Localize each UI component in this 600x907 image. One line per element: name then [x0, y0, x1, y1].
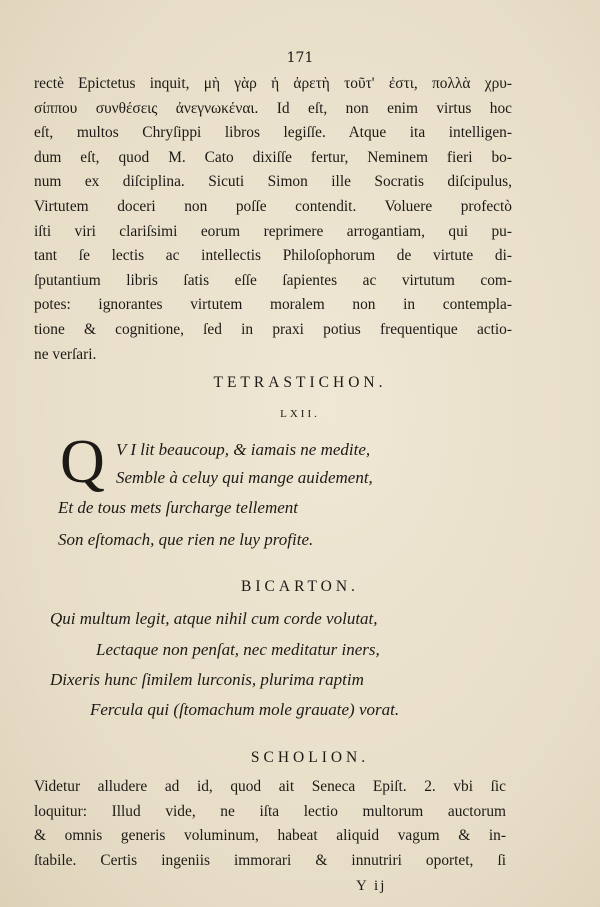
latin-verse-line: Dixeris hunc ſimilem lurconis, plurima raptim [50, 670, 364, 689]
text-line: loquitur: Illud vide, ne iſta lectio multorum auctorum [34, 802, 506, 820]
text-line: tant ſe lectis ac intellectis Philoſophorum de virtute di- [34, 247, 512, 265]
french-verse-line: V I lit beaucoup, & iamais ne medite, [116, 440, 371, 459]
latin-verse-line: Fercula qui (ſtomachum mole grauate) vorat. [90, 700, 400, 719]
heading-scholion: SCHOLION. [250, 749, 370, 766]
signature-mark: Y ij [356, 878, 387, 894]
text-line: dum eſt, quod M. Cato dixiſſe fertur, Neminem fieri bo- [34, 148, 512, 166]
french-verse-line: Son eſtomach, que rien ne luy profite. [58, 530, 314, 549]
drop-cap-letter: Q [60, 428, 105, 496]
text-line: ſtabile. Certis ingeniis immorari & innutriri oportet, ſi [34, 851, 506, 869]
paragraph-epictetus [34, 72, 512, 367]
text-line: Videtur alludere ad id, quod ait Seneca Epiſt. 2. vbi ſic [34, 778, 506, 795]
text-line: num ex diſciplina. Sicuti Simon ille Socratis diſcipulus, [34, 173, 512, 191]
text-line: Virtutem doceri non poſſe contendit. Voluere profectò [34, 197, 512, 215]
text-line: tione & cognitione, ſed in praxi potius frequentique actio- [34, 320, 512, 338]
text-line: eſt, multos Chryſippi libros legiſſe. Atque ita intelligen- [34, 124, 512, 142]
text-line: iſti viri clariſsimi eorum reprimere arrogantiam, qui pu- [34, 222, 512, 240]
page-number: 171 [286, 50, 314, 66]
text-line: ne verſari. [34, 345, 97, 363]
text-line: σίππου συνθέσεις ἀνεγνωκέναι. Id eſt, non enim virtus hoc [34, 99, 512, 117]
paragraph-scholion [34, 775, 506, 873]
text-line: rectè Epictetus inquit, μὴ γὰρ ἡ ἀρετὴ τοῦτ' ἐστι, πολλὰ χρυ- [34, 75, 512, 92]
text-line: & omnis generis voluminum, habeat aliquid vagum & in- [34, 827, 506, 845]
latin-verse-line: Lectaque non penſat, nec meditatur iners, [96, 640, 380, 659]
french-verse-line: Et de tous mets ſurcharge tellement [58, 498, 298, 517]
text-line: ſputantium libris ſatis eſſe ſapientes ac virtutum com- [34, 271, 512, 289]
text-line: potes: ignorantes virtutem moralem non in contempla- [34, 296, 512, 314]
french-verse-line: Semble à celuy qui mange auidement, [116, 468, 373, 487]
section-numeral: LXII. [280, 408, 320, 420]
heading-bicarton: BICARTON. [241, 578, 359, 595]
heading-tetrastichon: TETRASTICHON. [213, 374, 387, 391]
latin-verse-line: Qui multum legit, atque nihil cum corde volutat, [50, 609, 378, 628]
